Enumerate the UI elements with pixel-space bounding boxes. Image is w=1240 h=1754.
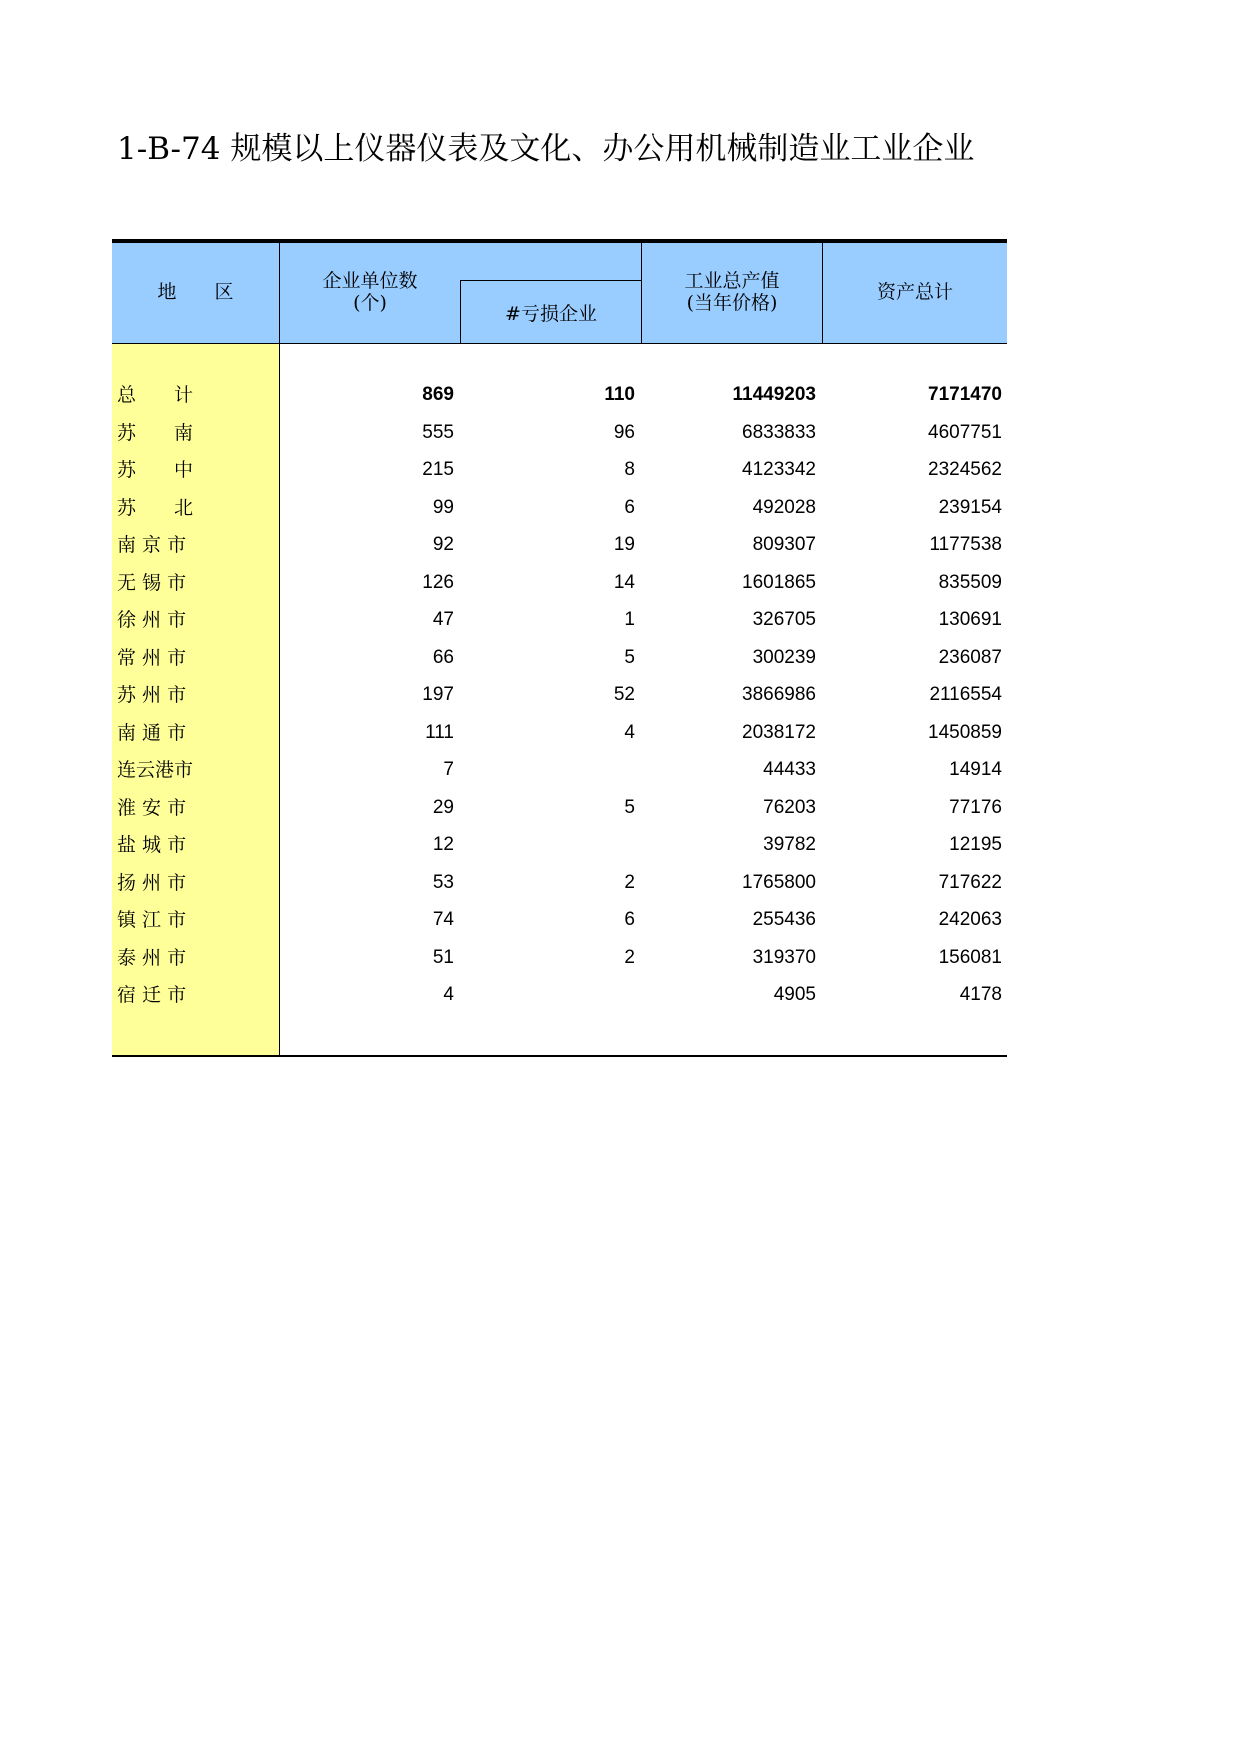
header-divider-3 xyxy=(641,243,642,344)
cell-enterprises: 47 xyxy=(432,609,454,630)
cell-loss-enterprises: 6 xyxy=(624,909,635,930)
cell-output: 1601865 xyxy=(742,572,816,593)
cell-enterprises: 7 xyxy=(443,759,454,780)
cell-region: 泰 州 市 xyxy=(117,947,187,969)
table-header xyxy=(112,239,1007,344)
cell-output: 319370 xyxy=(752,947,816,968)
table-row xyxy=(112,641,1007,675)
table-row xyxy=(112,491,1007,525)
cell-assets: 236087 xyxy=(938,647,1002,668)
cell-output: 11449203 xyxy=(732,384,816,405)
table-bottom-border xyxy=(112,1055,1007,1057)
cell-output: 809307 xyxy=(752,534,816,555)
cell-loss-enterprises xyxy=(460,828,635,862)
cell-loss-enterprises: 14 xyxy=(613,572,635,593)
cell-enterprises: 53 xyxy=(432,872,454,893)
table-row xyxy=(112,828,1007,862)
cell-output: 76203 xyxy=(763,797,816,818)
cell-assets: 4178 xyxy=(959,984,1002,1005)
cell-region: 总 计 xyxy=(117,384,194,406)
cell-enterprises: 12 xyxy=(432,834,454,855)
cell-enterprises: 99 xyxy=(432,497,454,518)
cell-output: 1765800 xyxy=(742,872,816,893)
cell-assets: 1450859 xyxy=(928,722,1002,743)
cell-assets: 12195 xyxy=(949,834,1002,855)
table-row xyxy=(112,566,1007,600)
table-row xyxy=(112,753,1007,787)
header-output xyxy=(642,270,822,314)
cell-region: 无 锡 市 xyxy=(117,572,187,594)
cell-enterprises: 555 xyxy=(422,422,454,443)
cell-loss-enterprises: 6 xyxy=(624,497,635,518)
cell-loss-enterprises: 96 xyxy=(613,422,635,443)
cell-loss-enterprises: 5 xyxy=(624,797,635,818)
cell-enterprises: 869 xyxy=(422,384,454,405)
table-row xyxy=(112,716,1007,750)
header-enterprises xyxy=(280,270,460,314)
cell-region: 连云港市 xyxy=(117,759,194,781)
cell-output: 300239 xyxy=(752,647,816,668)
cell-assets: 156081 xyxy=(938,947,1002,968)
cell-loss-enterprises: 1 xyxy=(624,609,635,630)
cell-assets: 1177538 xyxy=(929,534,1002,555)
header-divider-2 xyxy=(460,280,461,344)
header-assets: 资产总计 xyxy=(876,281,953,303)
table-row xyxy=(112,603,1007,637)
table-row xyxy=(112,791,1007,825)
cell-loss-enterprises: 4 xyxy=(624,722,635,743)
cell-loss-enterprises: 8 xyxy=(624,459,635,480)
cell-region: 常 州 市 xyxy=(117,647,187,669)
cell-output: 492028 xyxy=(752,497,816,518)
cell-loss-enterprises: 110 xyxy=(604,384,635,405)
cell-assets: 2116554 xyxy=(929,684,1002,705)
header-loss-enterprises: #亏损企业 xyxy=(505,303,597,325)
header-output-label: 工业总产值 xyxy=(684,270,780,292)
cell-region: 南 京 市 xyxy=(117,534,187,556)
table-row xyxy=(112,866,1007,900)
table-row xyxy=(112,528,1007,562)
cell-region: 扬 州 市 xyxy=(117,872,187,894)
cell-region: 宿 迁 市 xyxy=(117,984,187,1006)
cell-assets: 7171470 xyxy=(928,384,1002,405)
header-divider-4 xyxy=(822,243,823,344)
cell-enterprises: 126 xyxy=(422,572,454,593)
cell-output: 3866986 xyxy=(742,684,816,705)
cell-assets: 242063 xyxy=(938,909,1002,930)
table-row xyxy=(112,903,1007,937)
cell-assets: 2324562 xyxy=(928,459,1002,480)
header-enterprises-unit: (个) xyxy=(353,292,387,314)
cell-enterprises: 66 xyxy=(432,647,454,668)
cell-region: 苏 北 xyxy=(117,497,194,519)
cell-assets: 14914 xyxy=(949,759,1002,780)
table-row xyxy=(112,453,1007,487)
cell-output: 39782 xyxy=(763,834,816,855)
cell-assets: 835509 xyxy=(938,572,1002,593)
cell-enterprises: 92 xyxy=(432,534,454,555)
statistics-table xyxy=(112,239,1007,1057)
cell-enterprises: 111 xyxy=(425,722,454,743)
cell-region: 淮 安 市 xyxy=(117,797,187,819)
cell-output: 326705 xyxy=(752,609,816,630)
table-row xyxy=(112,378,1007,412)
header-region: 地 区 xyxy=(157,281,234,303)
cell-loss-enterprises: 5 xyxy=(624,647,635,668)
table-row xyxy=(112,416,1007,450)
cell-assets: 4607751 xyxy=(928,422,1002,443)
cell-output: 2038172 xyxy=(742,722,816,743)
cell-enterprises: 197 xyxy=(422,684,454,705)
cell-enterprises: 29 xyxy=(432,797,454,818)
cell-assets: 130691 xyxy=(938,609,1002,630)
cell-loss-enterprises xyxy=(460,753,635,787)
cell-region: 苏 南 xyxy=(117,422,194,444)
cell-assets: 77176 xyxy=(949,797,1002,818)
cell-output: 4123342 xyxy=(742,459,816,480)
header-output-unit: (当年价格) xyxy=(686,292,778,314)
cell-enterprises: 215 xyxy=(422,459,454,480)
cell-loss-enterprises: 2 xyxy=(624,872,635,893)
cell-loss-enterprises xyxy=(460,978,635,1012)
header-subdivider xyxy=(460,280,642,281)
cell-enterprises: 74 xyxy=(432,909,454,930)
cell-output: 6833833 xyxy=(742,422,816,443)
cell-region: 镇 江 市 xyxy=(117,909,187,931)
cell-loss-enterprises: 52 xyxy=(613,684,635,705)
cell-output: 4905 xyxy=(773,984,816,1005)
cell-loss-enterprises: 19 xyxy=(613,534,635,555)
cell-enterprises: 4 xyxy=(443,984,454,1005)
cell-assets: 717622 xyxy=(938,872,1002,893)
cell-output: 44433 xyxy=(763,759,816,780)
table-row xyxy=(112,941,1007,975)
cell-enterprises: 51 xyxy=(432,947,454,968)
table-title: 1-B-74 规模以上仪器仪表及文化、办公用机械制造业工业企业 xyxy=(117,131,975,167)
header-enterprises-label: 企业单位数 xyxy=(322,270,418,292)
cell-output: 255436 xyxy=(752,909,816,930)
cell-loss-enterprises: 2 xyxy=(624,947,635,968)
cell-region: 苏 中 xyxy=(117,459,194,481)
table-row xyxy=(112,678,1007,712)
cell-region: 徐 州 市 xyxy=(117,609,187,631)
cell-region: 盐 城 市 xyxy=(117,834,187,856)
cell-region: 南 通 市 xyxy=(117,722,187,744)
cell-assets: 239154 xyxy=(938,497,1002,518)
cell-region: 苏 州 市 xyxy=(117,684,187,706)
table-row xyxy=(112,978,1007,1012)
